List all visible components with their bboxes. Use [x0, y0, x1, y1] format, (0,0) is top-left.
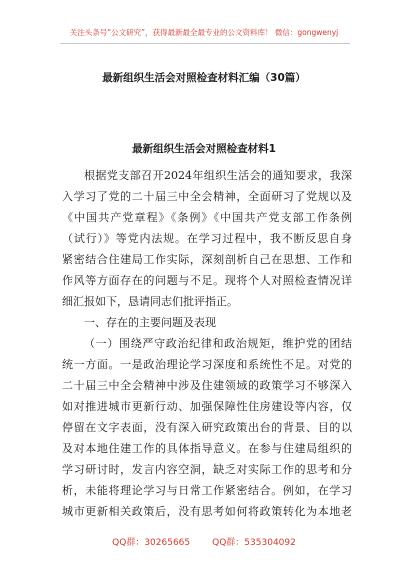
paragraph-line: 二十届三中全会精神中涉及住建领域的政策学习不够深入: [62, 379, 352, 392]
section-heading: 一、存在的主要问题及表现: [84, 316, 216, 329]
footer-qq-group-2: QQ群：535304092: [212, 538, 296, 548]
document-title: 最新组织生活会对照检查材料汇编（30篇）: [102, 72, 306, 84]
paragraph-line: 入学习了党的二十届三中全会精神，全面研习了党规以及: [62, 190, 352, 203]
paragraph-line: 紧密结合住建局工作实际，深刻剖析自己在思想、工作和: [62, 253, 352, 266]
footer-contact: [0, 535, 408, 548]
paragraph-line: 停留在文字表面，没有深入研究政策出台的背景、目的以: [62, 421, 352, 434]
header-watermark-note: 关注头条号“公文研究”，获得最新最全最专业的公文资料库！ 微信：gongwenyj: [69, 28, 339, 37]
paragraph-line: 作风等方面存在的问题与不足。现将个人对照检查情况详: [62, 274, 352, 287]
paragraph-line: 细汇报如下，恳请同志们批评指正。: [62, 295, 238, 308]
paragraph-line: （试行）》等党内法规。在学习过程中，我不断反思自身: [62, 232, 352, 245]
section-title: 最新组织生活会对照检查材料1: [132, 143, 276, 155]
paragraph-line: 城市更新相关政策后，没有思考如何将政策转化为本地老: [62, 505, 352, 518]
paragraph-line: 及对本地住建工作的具体指导意义。在参与住建局组织的: [62, 442, 352, 455]
paragraph-line: 《中国共产党章程》《条例》《中国共产党支部工作条例: [62, 211, 352, 224]
header-divider: [60, 43, 350, 44]
paragraph-line: 学习研讨时，发言内容空洞，缺乏对实际工作的思考和分: [62, 463, 352, 476]
paragraph-line: 析，未能将理论学习与日常工作紧密结合。例如，在学习: [62, 484, 352, 497]
body-text: [62, 165, 352, 522]
paragraph-line: 根据党支部召开2024年组织生活会的通知要求，我深: [84, 169, 352, 182]
footer-qq-group-1: QQ群：30265665: [112, 538, 191, 548]
paragraph-line: （一）围绕严守政治纪律和政治规矩，维护党的团结: [84, 337, 352, 350]
paragraph-line: 统一方面。一是政治理论学习深度和系统性不足。对党的: [62, 358, 352, 371]
paragraph-line: 如对推进城市更新行动、加强保障性住房建设等内容，仅: [62, 400, 352, 413]
